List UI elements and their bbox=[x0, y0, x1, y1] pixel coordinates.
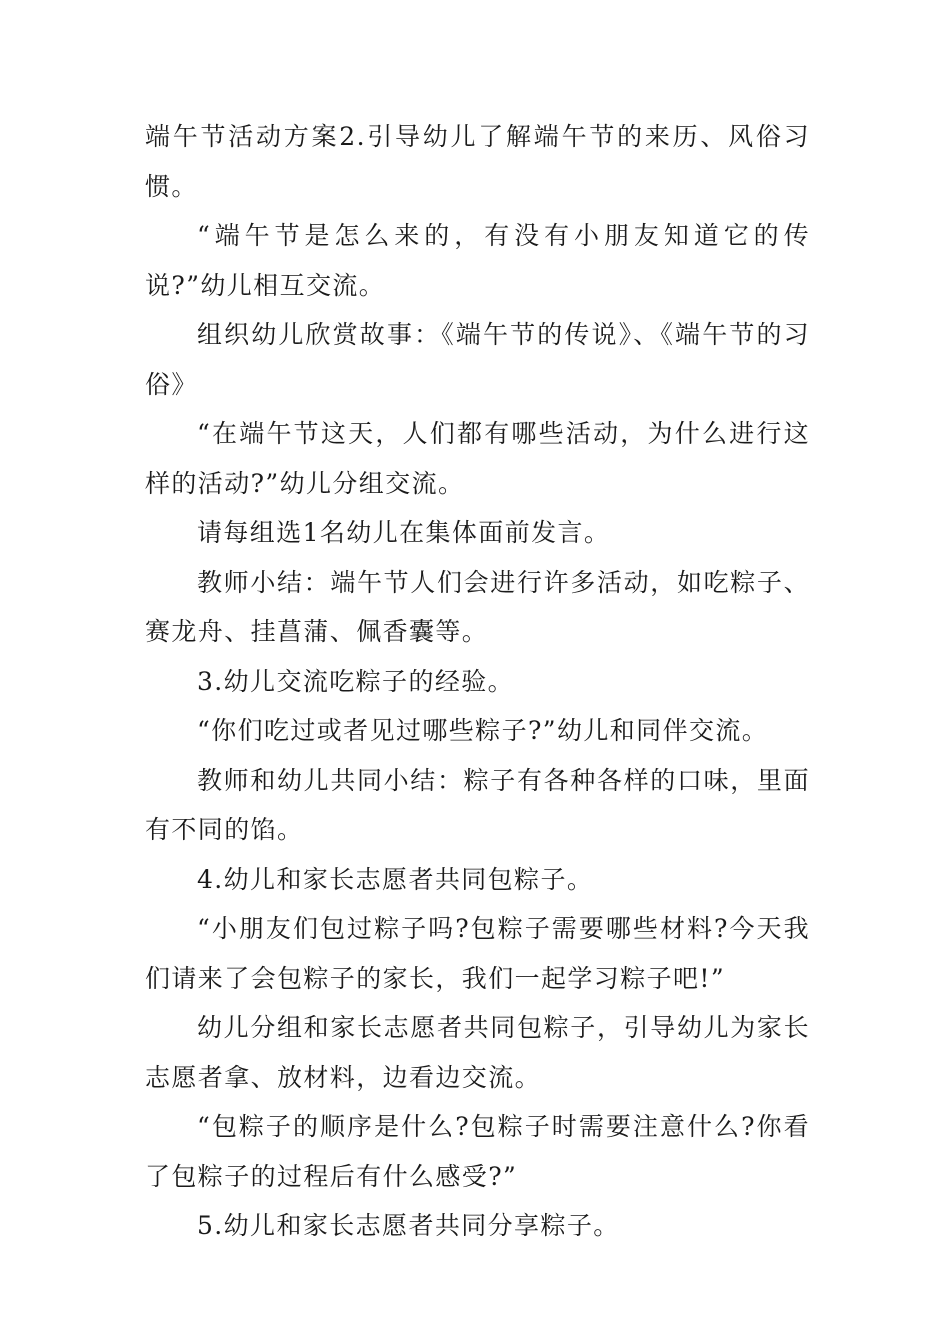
paragraph: 教师和幼儿共同小结：粽子有各种各样的口味，里面有不同的馅。 bbox=[145, 765, 810, 844]
paragraph: “在端午节这天，人们都有哪些活动，为什么进行这样的活动?”幼儿分组交流。 bbox=[145, 419, 810, 498]
step-heading: 4.幼儿和家长志愿者共同包粽子。 bbox=[197, 864, 594, 894]
document-body bbox=[145, 112, 810, 1251]
paragraph: 组织幼儿欣赏故事：《端午节的传说》、《端午节的习俗》 bbox=[145, 320, 810, 399]
paragraph: “小朋友们包过粽子吗?包粽子需要哪些材料?今天我们请来了会包粽子的家长，我们一起学习粽子吧!” bbox=[145, 914, 810, 993]
paragraph-intro: 端午节活动方案2.引导幼儿了解端午节的来历、风俗习惯。 bbox=[145, 122, 810, 201]
paragraph: 请每组选1名幼儿在集体面前发言。 bbox=[197, 518, 611, 547]
paragraph: “包粽子的顺序是什么?包粽子时需要注意什么?你看了包粽子的过程后有什么感受?” bbox=[145, 1112, 810, 1191]
step-heading: 5.幼儿和家长志愿者共同分享粽子。 bbox=[197, 1211, 620, 1240]
step-heading: 3.幼儿交流吃粽子的经验。 bbox=[197, 666, 515, 696]
paragraph: 幼儿分组和家长志愿者共同包粽子，引导幼儿为家长志愿者拿、放材料，边看边交流。 bbox=[145, 1013, 810, 1092]
paragraph: “你们吃过或者见过哪些粽子?”幼儿和同伴交流。 bbox=[197, 716, 769, 745]
paragraph: 教师小结：端午节人们会进行许多活动，如吃粽子、赛龙舟、挂菖蒲、佩香囊等。 bbox=[145, 567, 810, 646]
paragraph: “端午节是怎么来的，有没有小朋友知道它的传说?”幼儿相互交流。 bbox=[145, 221, 810, 300]
